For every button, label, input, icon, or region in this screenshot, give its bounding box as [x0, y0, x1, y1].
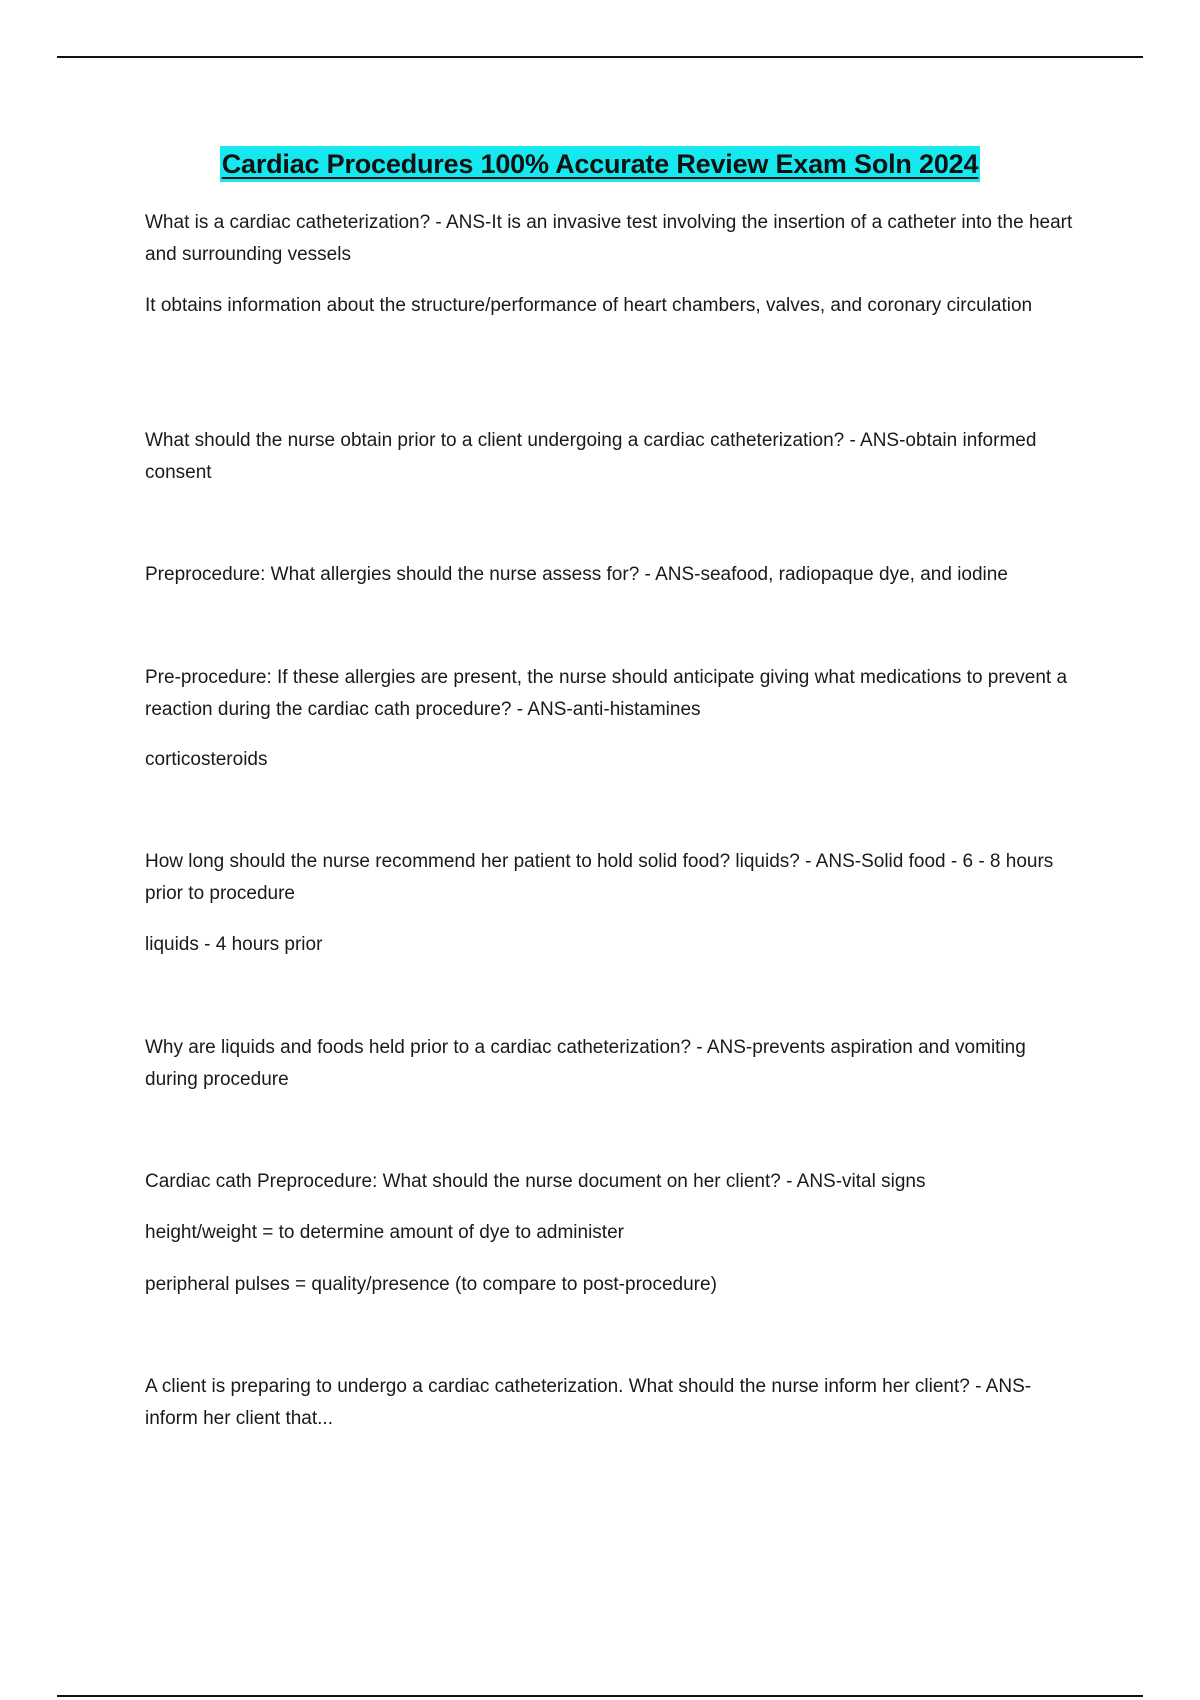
- paragraph: corticosteroids: [145, 749, 268, 770]
- paragraph: Preprocedure: What allergies should the nurse assess for? - ANS-seafood, radiopaque dye, and iodine: [145, 564, 1008, 585]
- document-title: Cardiac Procedures 100% Accurate Review Exam Soln 2024: [220, 146, 981, 182]
- paragraph: What is a cardiac catheterization? - ANS-It is an invasive test involving the insertion of a catheter into the heart and surrounding vessels: [145, 212, 1073, 265]
- bottom-rule: [57, 1695, 1143, 1697]
- paragraph: How long should the nurse recommend her patient to hold solid food? liquids? - ANS-Solid food - 6 - 8 hours prior to procedure: [145, 851, 1054, 904]
- top-rule: [57, 56, 1143, 58]
- title-container: [0, 146, 1200, 182]
- paragraph: Cardiac cath Preprocedure: What should the nurse document on her client? - ANS-vital signs: [145, 1171, 926, 1192]
- paragraph: peripheral pulses = quality/presence (to compare to post-procedure): [145, 1274, 717, 1295]
- paragraph: Why are liquids and foods held prior to a cardiac catheterization? - ANS-prevents aspiration and vomiting during procedure: [145, 1037, 1026, 1090]
- paragraph: height/weight = to determine amount of dye to administer: [145, 1222, 624, 1243]
- paragraph: Pre-procedure: If these allergies are present, the nurse should anticipate giving what medications to prevent a reaction during the cardiac cath procedure? - ANS-anti-histamines: [145, 667, 1068, 720]
- paragraph: A client is preparing to undergo a cardiac catheterization. What should the nurse inform her client? - ANS-inform her client that...: [145, 1376, 1032, 1429]
- paragraph: What should the nurse obtain prior to a client undergoing a cardiac catheterization? - ANS-obtain informed consent: [145, 430, 1037, 483]
- paragraph: It obtains information about the structure/performance of heart chambers, valves, and coronary circulation: [145, 295, 1033, 316]
- paragraph: liquids - 4 hours prior: [145, 934, 323, 955]
